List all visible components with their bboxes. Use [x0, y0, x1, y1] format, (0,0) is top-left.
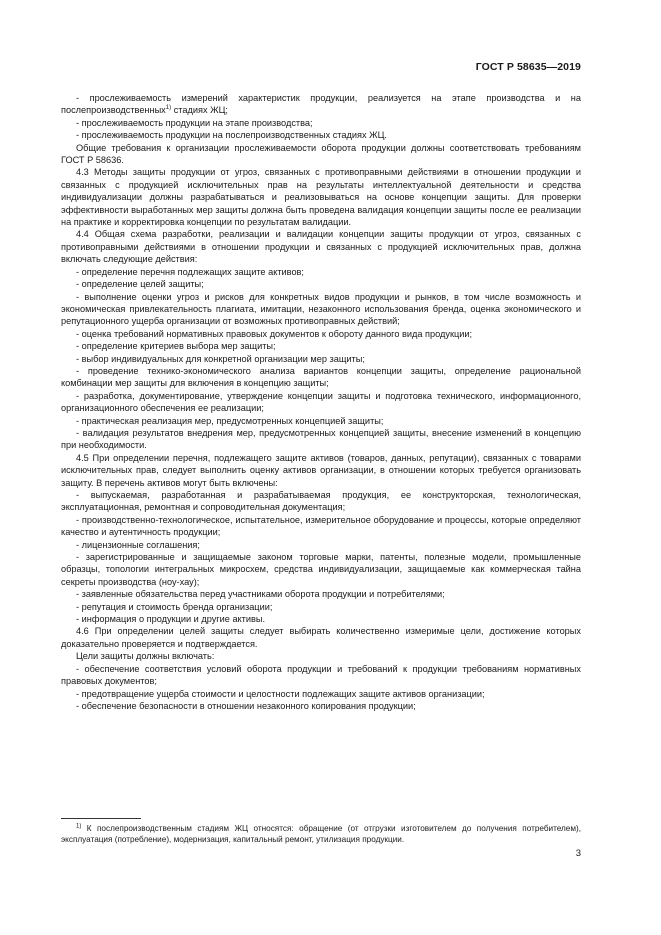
body-text	[61, 92, 581, 712]
paragraph: 4.4 Общая схема разработки, реализации и валидации концепции защиты продукции от угроз, связанных с противоправными действиями в отношении продукции и связанных с продукцией исключительных прав, должна включать следующие действия:	[61, 229, 581, 265]
paragraph: 4.5 При определении перечня, подлежащего защите активов (товаров, данных, репутации), связанных с товарами исключительных прав, следует выполнить оценку активов организации, в отношении которых требуется организовать защиту. В перечень активов могут быть включены:	[61, 452, 581, 488]
paragraph: - валидация результатов внедрения мер, предусмотренных концепцией защиты, внесение изменений в концепцию при необходимости.	[61, 427, 581, 451]
footnote-divider	[61, 818, 141, 819]
paragraph: - выпускаемая, разработанная и разрабатываемая продукция, ее конструкторская, технологическая, эксплуатационная, ремонтная и сопроводительная документация;	[61, 490, 581, 513]
paragraph: 4.3 Методы защиты продукции от угроз, связанных с противоправными действиями в отношении продукции и связанных с продукцией исключительных прав на результаты интеллектуальной деятельности и средства индивидуализации должны разрабатываться и реализовываться на основе концепции защиты. Для проверки эффективности выработанных мер защиты должна быть проведена валидация концепции защиты после ее реализации на практике и корректировка концепции по результатам валидации.	[61, 167, 581, 228]
paragraph: - определение перечня подлежащих защите активов;	[76, 266, 304, 277]
footnote-marker: 1)	[76, 823, 82, 830]
paragraph	[61, 92, 581, 117]
footnote	[61, 823, 581, 845]
paragraph: - разработка, документирование, утверждение концепции защиты и подготовка технического, информационного, организационного обеспечения ее реализации;	[61, 390, 581, 414]
paragraph: - выбор индивидуальных для конкретной организации мер защиты;	[76, 353, 365, 364]
page-number: 3	[575, 848, 581, 859]
paragraph: - определение целей защиты;	[76, 279, 204, 290]
paragraph: Общие требования к организации прослеживаемости оборота продукции должны соответствовать требованиям ГОСТ Р 58636.	[61, 142, 581, 166]
paragraph: - зарегистрированные и защищаемые законом торговые марки, патенты, полезные модели, промышленные образцы, топологии интегральных микросхем, средства индивидуализации, защищаемые как коммерческая тайна секреты производства (ноу-хау);	[61, 552, 581, 587]
footnote-ref: 1)	[165, 105, 172, 112]
paragraph: - информация о продукции и другие активы.	[76, 614, 266, 625]
paragraph: - выполнение оценки угроз и рисков для конкретных видов продукции и рынков, в том числе возможность и экономическая привлекательность плагиата, имитации, незаконного использования бренда, оценка экономического и репутационного ущерба организации от возможных противоправных действий;	[61, 291, 581, 327]
paragraph: - предотвращение ущерба стоимости и целостности подлежащих защите активов организации;	[76, 688, 485, 699]
paragraph: 4.6 При определении целей защиты следует выбирать количественно измеримые цели, достижение которых доказательно проверяется и подтверждается.	[61, 626, 581, 649]
paragraph: - оценка требований нормативных правовых документов к обороту данного вида продукции;	[76, 328, 473, 339]
paragraph: - репутация и стоимость бренда организации;	[76, 601, 273, 612]
standard-header: ГОСТ Р 58635—2019	[475, 61, 581, 73]
paragraph: - лицензионные соглашения;	[76, 539, 200, 550]
paragraph: - прослеживаемость продукции на этапе производства;	[76, 117, 313, 128]
paragraph: - производственно-технологическое, испытательное, измерительное оборудование и процессы, которые определяют качество и аутентичность продукции;	[61, 514, 581, 538]
paragraph: - прослеживаемость продукции на послепроизводственных стадиях ЖЦ.	[76, 130, 387, 141]
paragraph-text-tail: стадиях ЖЦ;	[173, 105, 228, 116]
paragraph: - обеспечение безопасности в отношении незаконного копирования продукции;	[76, 700, 416, 711]
footnote-text: К послепроизводственным стадиям ЖЦ относятся: обращение (от отгрузки изготовителем до получения потребителем), эксплуатация (потребление), модернизация, капитальный ремонт, утилизация продукции.	[61, 824, 581, 844]
paragraph: - обеспечение соответствия условий оборота продукции и требований к продукции требованиям нормативных правовых документов;	[61, 663, 581, 687]
paragraph: - заявленные обязательства перед участниками оборота продукции и потребителями;	[76, 589, 445, 600]
paragraph-text: - прослеживаемость измерений характеристик продукции, реализуется на этапе производства и на послепроизводственных	[61, 93, 581, 116]
paragraph: - определение критериев выбора мер защиты;	[76, 341, 276, 352]
paragraph: - проведение технико-экономического анализа вариантов концепции защиты, определение рациональной комбинации мер защиты для включения в концепцию защиты;	[61, 365, 581, 389]
paragraph: - практическая реализация мер, предусмотренных концепцией защиты;	[76, 415, 384, 426]
paragraph: Цели защиты должны включать:	[76, 651, 215, 662]
